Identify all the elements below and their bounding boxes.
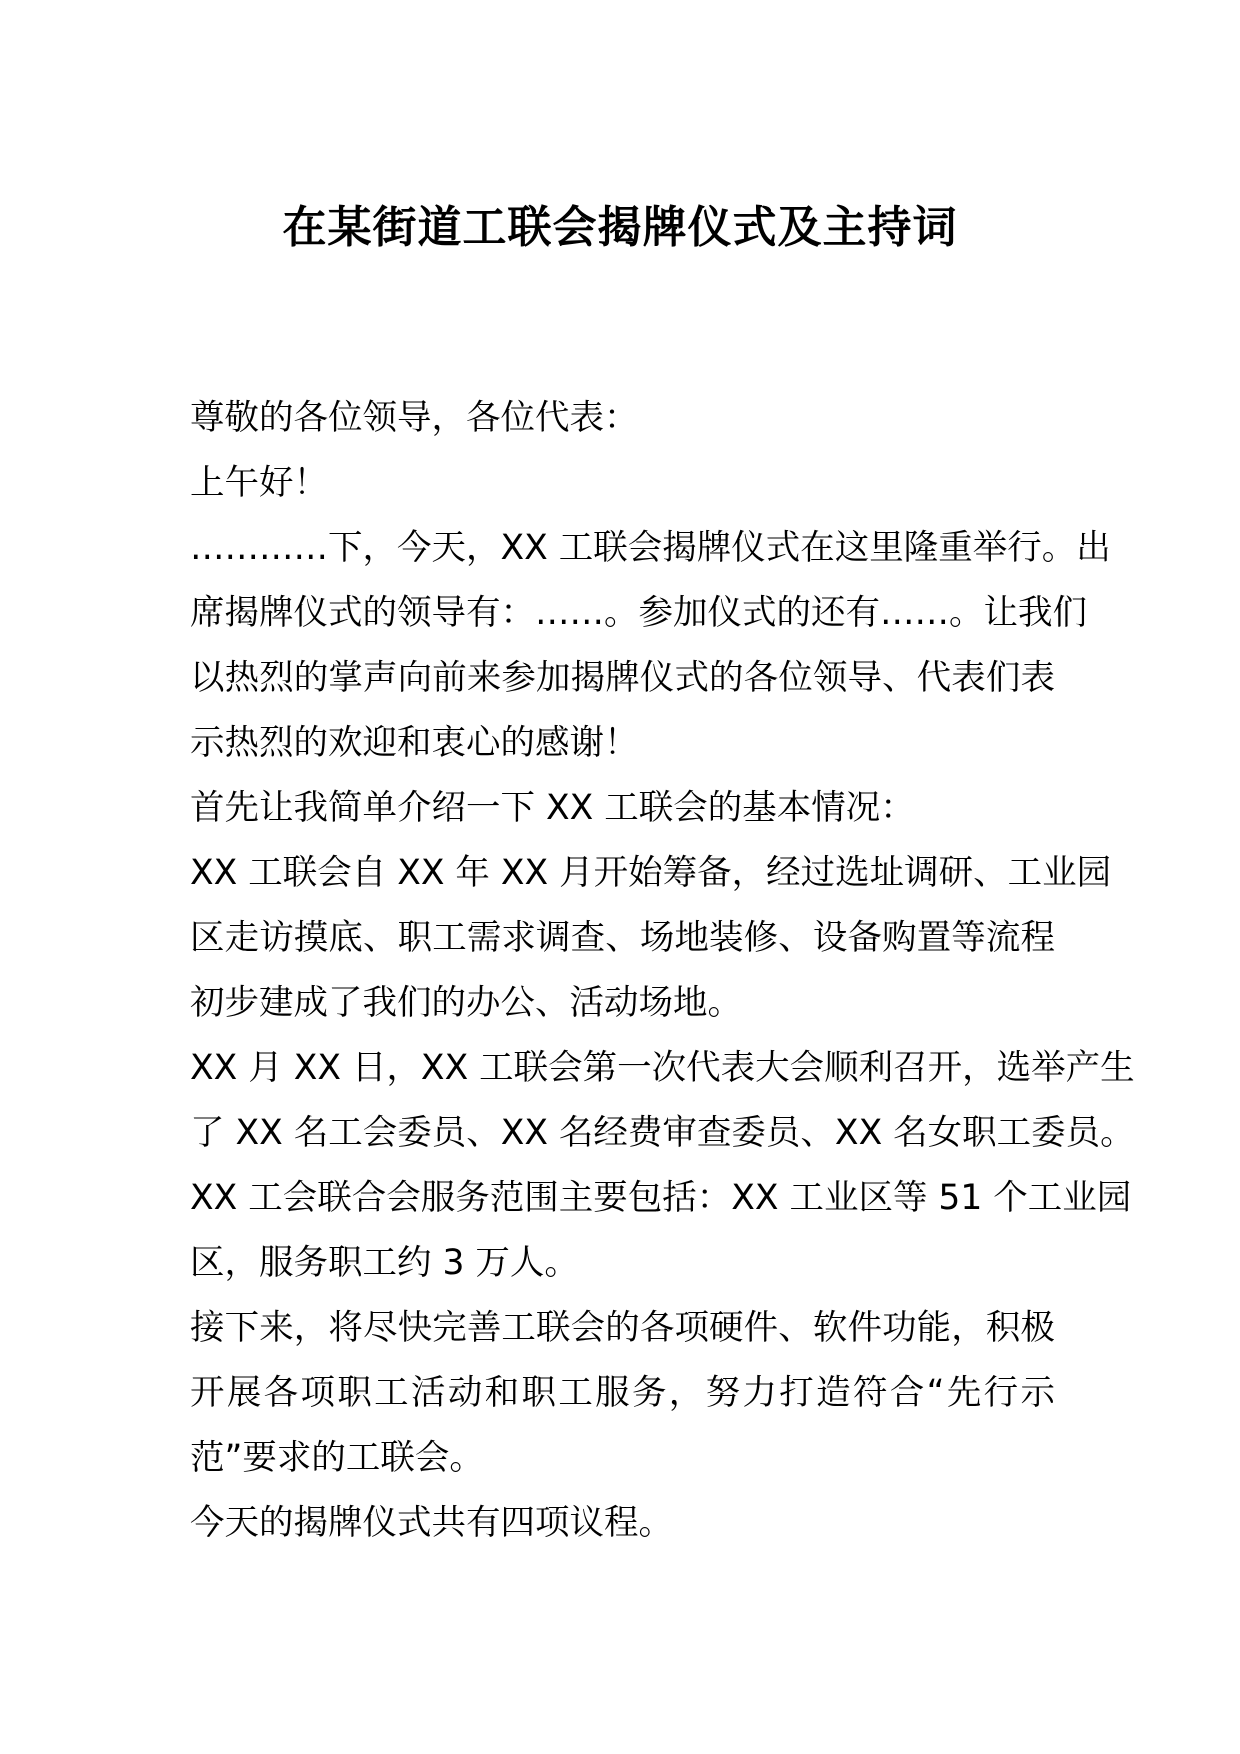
text-line: 区，服务职工约 3 万人。	[190, 1243, 579, 1283]
text-line: 接下来，将尽快完善工联会的各项硬件、软件功能，积极	[190, 1308, 1055, 1348]
text-line: XX 工联会自 XX 年 XX 月开始筹备，经过选址调研、工业园	[190, 853, 1112, 893]
text-line: 今天的揭牌仪式共有四项议程。	[190, 1503, 673, 1543]
text-line: 开展各项职工活动和职工服务，努力打造符合“先行示	[190, 1373, 1055, 1413]
text-line: 区走访摸底、职工需求调查、场地装修、设备购置等流程	[190, 918, 1055, 958]
text-line: 初步建成了我们的办公、活动场地。	[190, 983, 742, 1023]
text-line: …………下，今天，XX 工联会揭牌仪式在这里隆重举行。出	[190, 528, 1111, 568]
text-line: XX 月 XX 日，XX 工联会第一次代表大会顺利召开，选举产生	[190, 1048, 1135, 1088]
document-body	[190, 386, 1135, 1556]
text-line: XX 工会联合会服务范围主要包括：XX 工业区等 51 个工业园	[190, 1178, 1132, 1218]
text-line: 以热烈的掌声向前来参加揭牌仪式的各位领导、代表们表	[190, 658, 1055, 698]
text-line: 示热烈的欢迎和衷心的感谢！	[190, 723, 639, 763]
text-line: 尊敬的各位领导，各位代表：	[190, 398, 639, 438]
text-line: 了 XX 名工会委员、XX 名经费审查委员、XX 名女职工委员。	[190, 1113, 1135, 1153]
text-line: 范”要求的工联会。	[190, 1438, 484, 1478]
document-title: 在某街道工联会揭牌仪式及主持词	[282, 202, 958, 253]
text-line: 首先让我简单介绍一下 XX 工联会的基本情况：	[190, 788, 915, 828]
text-line: 席揭牌仪式的领导有：……。参加仪式的还有……。让我们	[190, 593, 1087, 633]
text-line: 上午好！	[190, 463, 328, 503]
